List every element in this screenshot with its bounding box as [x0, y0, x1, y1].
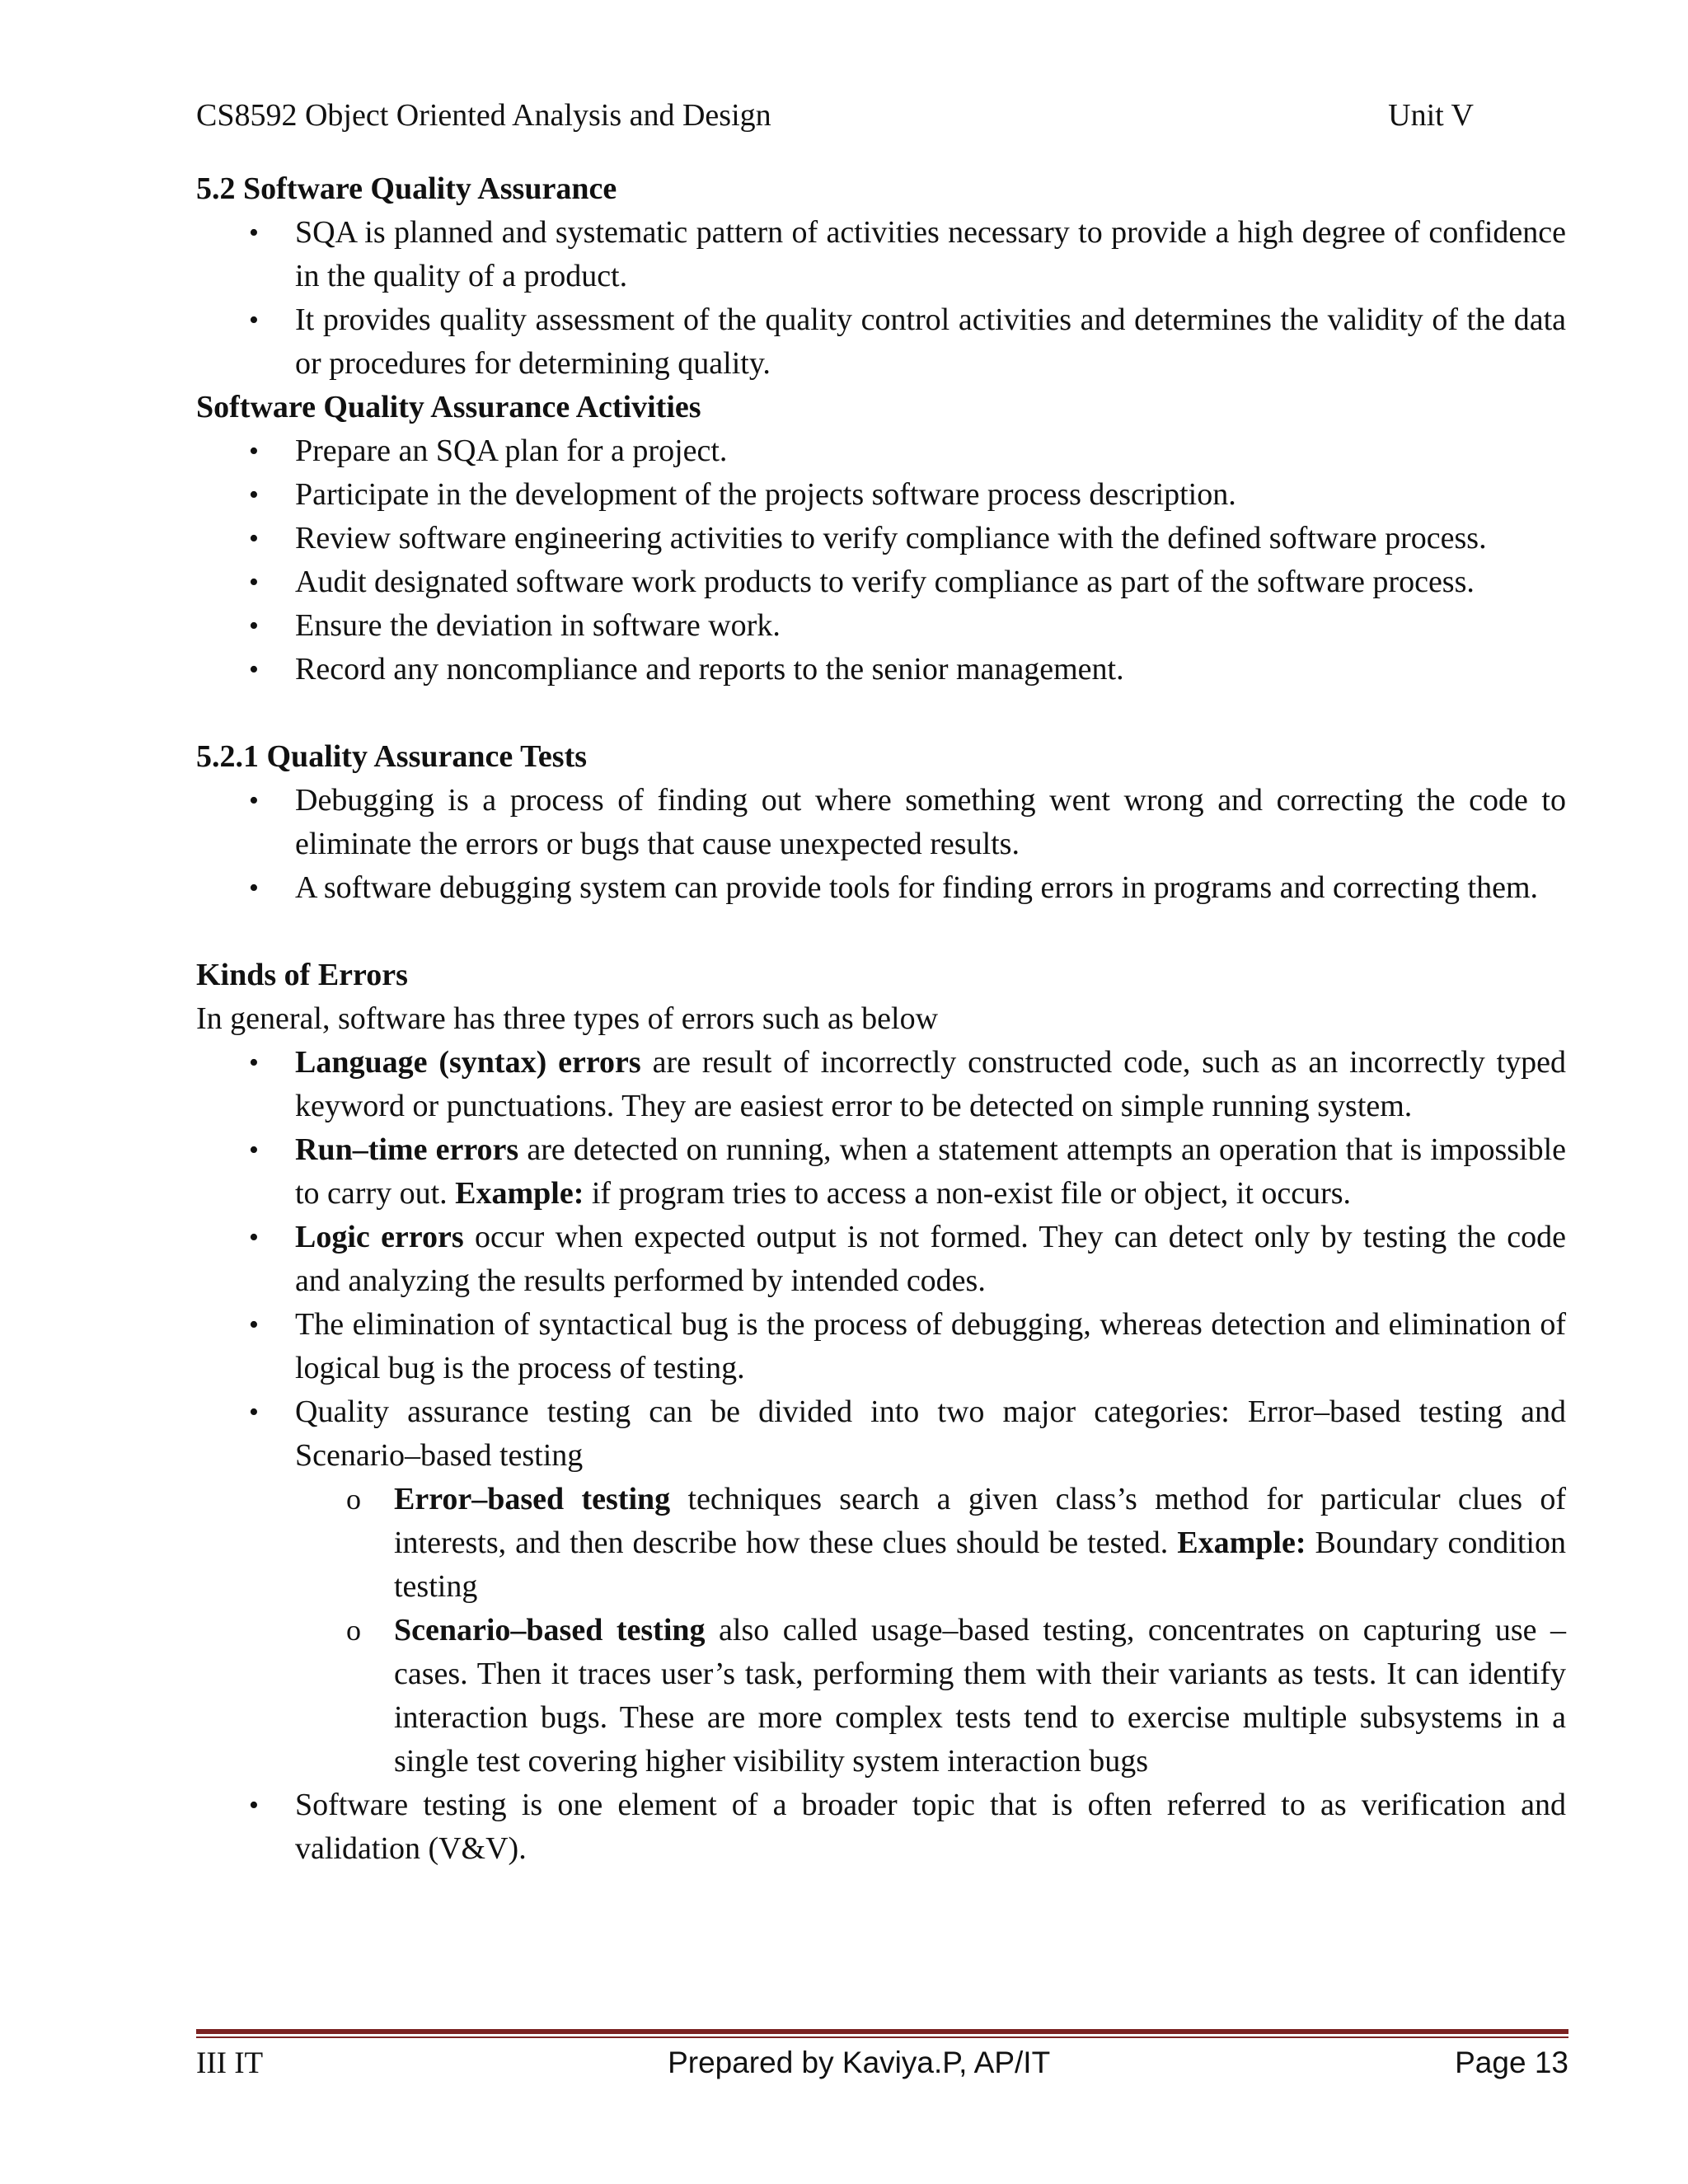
list-item: • Ensure the deviation in software work.	[196, 604, 1566, 648]
text-scenario-based: also called usage–based testing, concentrates on capturing use – cases. Then it traces user’s task, performing them with their variants as tests. It can identify interaction bugs. These are more complex tests tend to exercise multiple subsystems in a single test covering higher visibility system interaction bugs	[394, 1613, 1566, 1779]
unit-label: Unit V	[1388, 98, 1474, 133]
list-item: • Review software engineering activities to verify compliance with the defined software process.	[196, 517, 1566, 560]
list-item-language-errors	[196, 1041, 1566, 1128]
list-item-vv: • Software testing is one element of a broader topic that is often referred to as verification and validation (V&V).	[196, 1783, 1566, 1871]
footer-rule-thick	[196, 2029, 1568, 2034]
errors-intro: In general, software has three types of errors such as below	[196, 1001, 939, 1036]
list-item: • Debugging is a process of finding out where something went wrong and correcting the code to eliminate the errors or bugs that cause unexpected results.	[196, 779, 1566, 866]
list-item-logic-errors	[196, 1216, 1566, 1303]
page-footer	[196, 2042, 1568, 2084]
page-content	[196, 167, 1566, 1871]
example-label: Example:	[1177, 1526, 1306, 1560]
spacer	[196, 691, 1566, 735]
footer-rule-thin	[196, 2036, 1568, 2038]
testing-categories-list	[295, 1478, 1566, 1783]
section-heading-sqa: 5.2 Software Quality Assurance	[196, 171, 617, 206]
example-text: Boundary condition testing	[394, 1526, 1566, 1604]
section-heading-activities: Software Quality Assurance Activities	[196, 390, 701, 424]
example-text: if program tries to access a non-exist file or object, it occurs.	[584, 1176, 1352, 1211]
section-heading-qa-tests: 5.2.1 Quality Assurance Tests	[196, 739, 588, 774]
list-item-runtime-errors	[196, 1128, 1566, 1216]
term-error-based: Error–based testing	[394, 1482, 671, 1516]
spacer	[196, 910, 1566, 954]
term-runtime-errors: Run–time errors	[295, 1132, 519, 1167]
text-language-errors: are result of incorrectly constructed code, such as an incorrectly typed keyword or punctuations. They are easiest error to be detected on simple running system.	[295, 1045, 1566, 1123]
footer-author: Prepared by Kaviya.P, AP/IT	[668, 2046, 1051, 2079]
example-label: Example:	[455, 1176, 584, 1211]
errors-list	[196, 1041, 1566, 1871]
footer-class: III IT	[196, 2046, 264, 2080]
text-logic-errors: occur when expected output is not formed. They can detect only by testing the code and analyzing the results performed by intended codes.	[295, 1220, 1566, 1298]
qa-tests-list	[196, 779, 1566, 910]
term-scenario-based: Scenario–based testing	[394, 1613, 706, 1647]
list-item: • SQA is planned and systematic pattern of activities necessary to provide a high degree of confidence in the quality of a product.	[196, 211, 1566, 298]
sub-item-error-based	[295, 1478, 1566, 1609]
sub-item-scenario-based	[295, 1609, 1566, 1783]
text-runtime-errors: are detected on running, when a statement attempts an operation that is impossible to carry out.	[295, 1132, 1566, 1211]
course-title: CS8592 Object Oriented Analysis and Design	[196, 98, 771, 133]
footer-page-number: Page 13	[1455, 2046, 1568, 2079]
list-item: • It provides quality assessment of the quality control activities and determines the validity of the data or procedures for determining quality.	[196, 298, 1566, 386]
list-item-categories	[196, 1390, 1566, 1783]
text-categories: Quality assurance testing can be divided into two major categories: Error–based testing and Scenario–based testing	[295, 1394, 1566, 1473]
sqa-list	[196, 211, 1566, 386]
list-item: • Audit designated software work products to verify compliance as part of the software process.	[196, 560, 1566, 604]
term-logic-errors: Logic errors	[295, 1220, 464, 1254]
list-item-elimination: • The elimination of syntactical bug is the process of debugging, whereas detection and elimination of logical bug is the process of testing.	[196, 1303, 1566, 1390]
term-language-errors: Language (syntax) errors	[295, 1045, 641, 1080]
list-item: • Participate in the development of the projects software process description.	[196, 473, 1566, 517]
activities-list	[196, 429, 1566, 691]
list-item: • Prepare an SQA plan for a project.	[196, 429, 1566, 473]
text-error-based: techniques search a given class’s method for particular clues of interests, and then describe how these clues should be tested.	[394, 1482, 1566, 1560]
page-header	[196, 94, 1474, 138]
list-item: • Record any noncompliance and reports to the senior management.	[196, 648, 1566, 691]
section-heading-errors: Kinds of Errors	[196, 958, 408, 992]
list-item: • A software debugging system can provide tools for finding errors in programs and correcting them.	[196, 866, 1566, 910]
footer-divider	[196, 2029, 1568, 2039]
